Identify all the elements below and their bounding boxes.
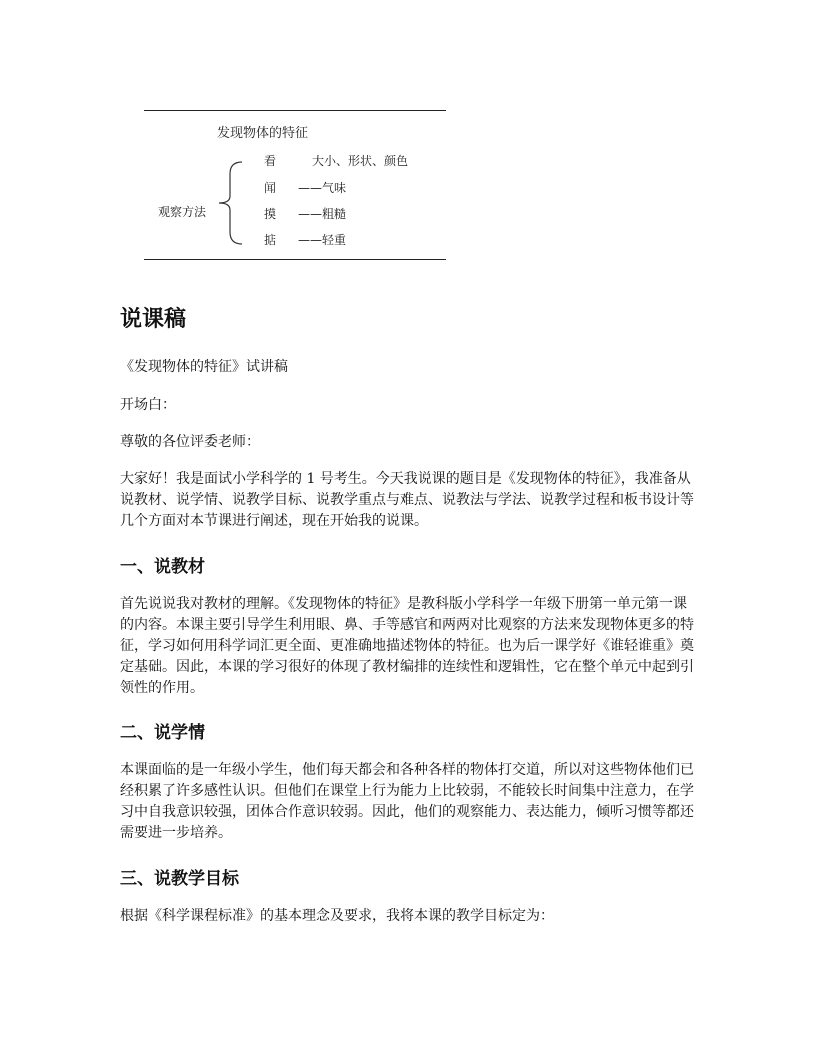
curly-brace [216, 160, 246, 246]
figure-item-detail: ——气味 [298, 181, 347, 195]
section-paragraph-textbook: 首先说说我对教材的理解。《发现物体的特征》是教科版小学科学一年级下册第一单元第一课的内容。本课主要引导学生利用眼、鼻、手等感官和两两对比观察的方法来发现物体更多的特征，学习如何用科学词汇更全面、更准确地描述物体的特征。也为后一课学好《谁轻谁重》奠定基础。因此，本课的学习很好的体现了教材编排的连续性和逻辑性，它在整个单元中起到引领性的作用。 [120, 596, 694, 696]
section-heading-textbook: 一、说教材 [120, 557, 205, 577]
figure-item-sense: 闻 [264, 181, 277, 195]
lesson-subtitle: 《发现物体的特征》试讲稿 [120, 359, 288, 375]
figure-item-look [264, 152, 408, 169]
figure-item-weigh [264, 231, 346, 248]
figure-bottom-rule [144, 259, 446, 260]
section-paragraph-students: 本课面临的是一年级小学生，他们每天都会和各种各样的物体打交道，所以对这些物体他们已经积累了许多感性认识。但他们在课堂上行为能力上比较弱，不能较长时间集中注意力，在学习中自我意识较强，团体合作意识较弱。因此，他们的观察能力、表达能力，倾听习惯等都还需要进一步培养。 [120, 762, 694, 841]
figure-item-detail: 大小、形状、颜色 [312, 154, 409, 168]
figure-item-sense: 掂 [264, 233, 277, 247]
figure-item-sense: 摸 [264, 207, 277, 221]
document-title: 说课稿 [120, 307, 187, 332]
section-heading-students: 二、说学情 [120, 723, 205, 743]
greeting: 尊敬的各位评委老师： [120, 434, 260, 450]
observation-method-label: 观察方法 [158, 205, 207, 219]
figure-item-detail: ——粗糙 [298, 207, 347, 221]
figure-item-touch [264, 205, 346, 222]
section-paragraph-objectives: 根据《科学课程标准》的基本理念及要求，我将本课的教学目标定为： [120, 908, 554, 924]
board-design-figure [144, 110, 446, 260]
figure-item-detail: ——轻重 [298, 233, 347, 247]
figure-item-sense: 看 [264, 154, 277, 168]
intro-paragraph: 大家好！我是面试小学科学的 1 号考生。今天我说课的题目是《发现物体的特征》，我准备从说教材、说学情、说教学目标、说教学重点与难点、说教法与学法、说教学过程和板书设计等几个方面对本节课进行阐述，现在开始我的说课。 [120, 471, 694, 529]
section-heading-objectives: 三、说教学目标 [120, 869, 239, 889]
figure-top-rule [144, 110, 446, 111]
figure-title: 发现物体的特征 [217, 126, 309, 141]
figure-item-smell [264, 179, 346, 196]
opening-label: 开场白： [120, 397, 176, 413]
